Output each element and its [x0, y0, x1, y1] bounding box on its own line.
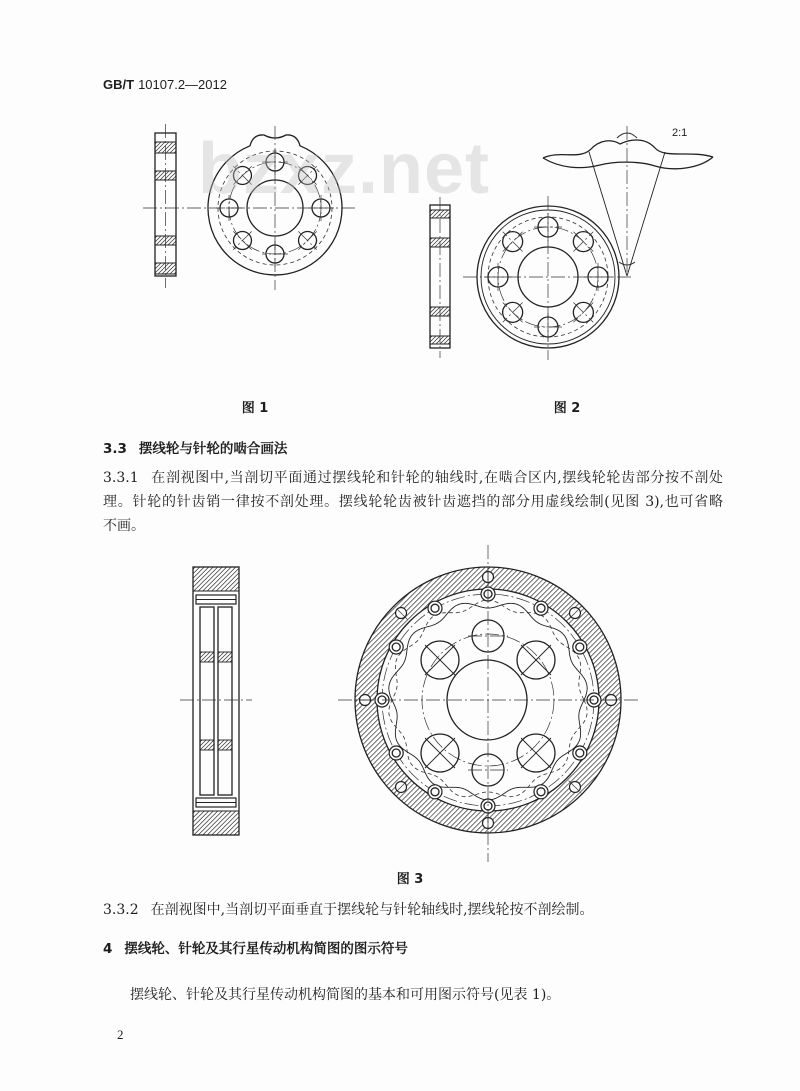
hatch-line [582, 625, 598, 641]
hatch-line [218, 740, 228, 750]
hatch-line [367, 739, 384, 756]
hatch-line [597, 662, 615, 680]
needle-pin [389, 640, 403, 654]
hatch-line [598, 670, 617, 689]
detail-leader-line [627, 152, 665, 276]
hatch-line [207, 567, 231, 591]
page-number: 2 [117, 1027, 124, 1042]
hatch-line [198, 567, 222, 591]
hatch-line [193, 811, 209, 827]
hatch-line [590, 640, 607, 657]
hatch-line [431, 307, 440, 316]
hatch-line [194, 811, 218, 835]
hatch-line [498, 570, 517, 589]
hatch-line [204, 740, 214, 750]
hatch-line [454, 810, 473, 829]
hatch-line [193, 567, 209, 583]
hatch-line [410, 792, 426, 808]
hatch-line [357, 705, 377, 725]
hatch-line [428, 802, 445, 819]
hatch-line [204, 652, 214, 662]
hatch-line [435, 568, 469, 602]
hatch-line [230, 826, 239, 835]
hatch-line [592, 644, 609, 661]
hatch-line [450, 809, 468, 827]
section-title: 摆线轮与针轮的啮合画法 [138, 441, 288, 457]
clause-text: 在剖视图中,当剖切平面通过摆线轮和针轮的轴线时,在啮合区内,摆线轮轮齿部分按不剖处 [150, 470, 723, 486]
hatch-line [502, 571, 521, 590]
hatch-line [562, 774, 599, 811]
hatch-line [440, 336, 448, 344]
hatch-line [530, 581, 547, 598]
hatch-line [207, 811, 231, 835]
hatch-line [200, 652, 210, 662]
hatch-line [593, 647, 610, 664]
hatch-line [435, 805, 452, 822]
hatch-line [380, 762, 396, 778]
hatch-line [198, 811, 222, 835]
hatch-line [537, 584, 553, 600]
hatch-line [431, 238, 440, 247]
figure-3-drawing [180, 545, 640, 862]
hatch-line [193, 567, 213, 587]
hatch-line [458, 810, 477, 829]
hatch-line [413, 794, 429, 810]
hatch-line [193, 811, 204, 822]
section-4-body: 摆线轮、针轮及其行星传动机构简图的基本和可用图示符号(见表 1)。 [130, 987, 561, 1003]
section-title: 摆线轮、针轮及其行星传动机构简图的图示符号 [124, 941, 408, 957]
hatch-line [156, 236, 165, 245]
hatch-line [372, 749, 388, 765]
hatch-line [416, 796, 432, 812]
hatch-line [599, 674, 619, 694]
hatch-line [218, 652, 228, 662]
hatch-line [435, 238, 444, 247]
hatch-line [432, 804, 449, 821]
hatch-line [589, 637, 605, 653]
hatch-line [419, 797, 435, 813]
hatch-line [155, 263, 165, 273]
figure-3-caption: 图 3 [396, 872, 424, 887]
hatch-line [221, 573, 239, 591]
needle-pin [573, 746, 587, 760]
hatch-line [587, 634, 603, 650]
hatch-line [550, 592, 566, 608]
hatch-line [370, 746, 386, 762]
tooth-profile-upper [543, 140, 713, 158]
hatch-line [553, 594, 569, 610]
hatch-line [518, 730, 618, 830]
hatch-line [360, 719, 378, 737]
hatch-line [507, 572, 525, 590]
hatch-line [234, 586, 239, 591]
clause-3-3-1-line-2: 理。针轮的针齿销一律按不剖处理。摆线轮轮齿被针齿遮挡的部分用虚线绘制(见图 3),也可省略 [103, 494, 723, 510]
section-number: 3.3 [103, 441, 127, 457]
hatch-line [527, 579, 544, 596]
hatch-line [203, 567, 227, 591]
hatch-line [446, 808, 464, 826]
hatch-line [366, 735, 383, 752]
hatch-line [168, 237, 176, 245]
hatch-line [212, 567, 236, 591]
hatch-line [216, 812, 239, 835]
needle-pin [573, 640, 587, 654]
hatch-line [432, 210, 440, 218]
hatch-line [369, 742, 386, 759]
hatch-line [193, 811, 213, 831]
hatch-line [203, 811, 227, 835]
hatch-line [443, 240, 450, 247]
needle-pin [534, 601, 548, 615]
hatch-line [156, 171, 165, 180]
clause-number: 3.3.1 [103, 470, 139, 486]
hatch-line [598, 666, 617, 685]
hatch-line [221, 817, 239, 835]
hatch-line [234, 830, 239, 835]
hatch-line [580, 622, 596, 638]
clause-text: 在剖视图中,当剖切平面垂直于摆线轮与针轮轴线时,摆线轮按不剖绘制。 [150, 902, 594, 918]
hatch-line [425, 801, 441, 817]
hatch-line [595, 654, 613, 672]
hatch-line [596, 658, 614, 676]
hatch-line [194, 567, 218, 591]
figure-2-caption: 图 2 [553, 401, 581, 416]
cycloid-disk-section [218, 607, 232, 795]
figure-1-caption: 图 1 [241, 401, 269, 416]
figure-3-section-view [180, 567, 252, 835]
hatch-line [230, 582, 239, 591]
hatch-line [356, 647, 390, 681]
standard-number: 10107.2—2012 [138, 77, 227, 92]
hatch-line [200, 740, 210, 750]
hatch-line [166, 264, 176, 274]
hatch-line [160, 236, 169, 245]
clause-3-3-2 [103, 902, 594, 918]
hatch-line [382, 765, 398, 781]
hatch-line [193, 567, 204, 578]
hatch-line [519, 576, 536, 593]
hatch-line [439, 806, 456, 823]
hatch-line [155, 142, 165, 152]
needle-pin [428, 601, 442, 615]
hatch-line [378, 759, 394, 775]
hatch-line [358, 710, 377, 729]
hatch-line [359, 714, 378, 733]
hatch-line [168, 172, 176, 180]
hatch-line [511, 573, 529, 591]
figure-2-tooth-detail [543, 126, 713, 276]
hatch-line [432, 336, 440, 344]
standard-code-header [103, 77, 227, 92]
clause-3-3-1-line-3: 不画。 [103, 518, 145, 534]
hatch-line [166, 143, 176, 153]
hatch-line [216, 568, 239, 591]
hatch-line [585, 631, 601, 647]
hatch-line [222, 652, 232, 662]
hatch-line [547, 590, 563, 606]
hatch-line [462, 811, 482, 831]
hatch-line [523, 578, 540, 595]
hatch-line [443, 309, 450, 316]
tooth-profile-lower [543, 157, 713, 169]
hatch-line [363, 727, 381, 745]
standard-prefix: GB/T [103, 77, 135, 92]
clause-3-3-1-line-1 [103, 470, 723, 486]
section-number: 4 [103, 941, 113, 957]
hatch-line [374, 752, 390, 768]
hatch-line [540, 586, 556, 602]
clause-number: 3.3.2 [103, 902, 139, 918]
watermark: bzxz.net [198, 129, 491, 209]
hatch-line [493, 569, 513, 589]
hatch-line [594, 651, 611, 668]
hatch-line [440, 210, 448, 218]
needle-pin [534, 785, 548, 799]
hatch-line [376, 756, 392, 772]
needle-pin [428, 785, 442, 799]
hatch-line [442, 807, 460, 825]
detail-leader-line [589, 152, 627, 276]
hatch-line [361, 723, 379, 741]
hatch-line [515, 575, 533, 593]
hatch-line [578, 619, 594, 635]
hatch-line [422, 799, 438, 815]
hatch-line [407, 790, 423, 806]
needle-pin [389, 746, 403, 760]
cycloid-disk-section [200, 607, 214, 795]
hatch-line [222, 740, 232, 750]
figure-2-center-lines [440, 196, 633, 360]
hatch-line [160, 171, 169, 180]
hatch-line [212, 811, 236, 835]
hatch-line [584, 628, 600, 644]
hatch-line [534, 582, 550, 598]
hatch-line [435, 307, 444, 316]
detail-scale-label: 2:1 [672, 127, 688, 139]
section-3-3-heading [103, 441, 287, 457]
hatch-line [544, 588, 560, 604]
section-4-heading [103, 941, 408, 957]
hatch-line [364, 731, 381, 748]
